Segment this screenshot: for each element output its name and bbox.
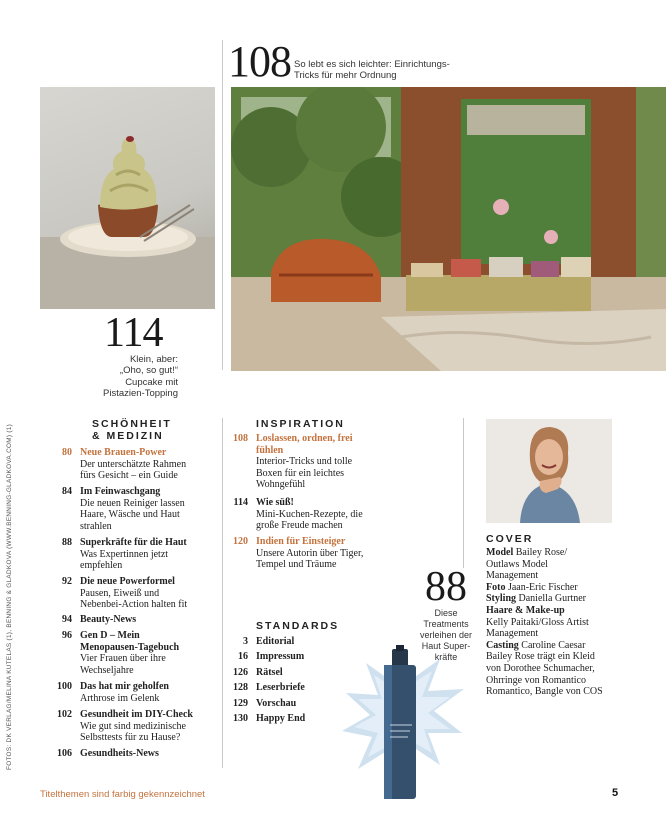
page-number: 5 — [612, 787, 619, 799]
cover-credits: Model Bailey Rose/ Outlaws Model Management Foto Jaan-Eric Fischer Styling Daniella Gurtner Haare & Make-up Kelly Paitaki/Gloss Artist Management Casting Caroline Caesar Bailey Rose trägt ein Kleid von Dorothee Schumacher, Ohrringe von Romantico Romantico, Bangle von COS — [486, 547, 603, 698]
toc-schoenheit: 80 Neue Brauen-Power Der unterschätzte Rahmen fürs Gesicht – ein Guide 84 Im Feinwaschgang Die neuen Reiniger lassen Haare, Wäsche und Haut strahlen 88 Superkräfte für die Haut Was Expertinnen jetzt empfehlen 92 Die neue Powerformel Pausen, Eiweiß und Nebenbei-Action halten fit 94 Beauty-News 96 Gen D – Mein Menopausen-Tagebuch Vier Frauen über ihre Wechseljahre 100 Das hat mir geholfen Arthrose im Gelenk 102 Gesundheit im DIY-Check Wie gut sind medizinische Selbsttests für zu Hause? 106 Gesundheits-News — [57, 447, 193, 759]
footer-note: Titelthemen sind farbig gekennzeichnet — [40, 789, 205, 800]
column-divider — [463, 418, 464, 568]
toc-inspiration: 108 Loslassen, ordnen, frei fühlen Interior-Tricks und tolle Boxen für ein leichtes Wohngefühl 114 Wie süß! Mini-Kuchen-Rezepte, die große Freude machen 120 Indien für Einsteiger Unsere Autorin über Tiger, Tempel und Träume — [233, 433, 364, 571]
feature-number-108: 108 — [228, 37, 291, 86]
column-divider — [222, 40, 223, 370]
feature-description-108: So lebt es sich leichter: Einrichtungs- Tricks für mehr Ordnung — [294, 59, 450, 81]
toc-standards: 3 Editorial 16 Impressum 126 Rätsel 128 Leserbriefe 129 Vorschau 130 Happy End — [233, 636, 306, 724]
photo-credits: FOTOS: DK VERLAG/MELINA KUTELAS (1), BENNING & GLADKOVA (WWW.BENNING-GLADKOVA.COM) (1) — [6, 423, 13, 770]
cupcake-photo — [40, 87, 215, 309]
section-heading-inspiration: INSPIRATION — [256, 418, 345, 430]
feature-description-114: Klein, aber: „Oho, so gut!“ Cupcake mit Pistazien-Topping — [103, 354, 178, 399]
interior-photo — [231, 87, 666, 371]
section-heading-cover: COVER — [486, 533, 534, 545]
feature-description-88: Diese Treatments verleihen der Haut Super- kräfte — [419, 608, 473, 662]
feature-number-88: 88 — [425, 564, 467, 610]
cover-model-photo — [486, 419, 612, 523]
feature-number-114: 114 — [104, 310, 163, 356]
section-heading-standards: STANDARDS — [256, 620, 340, 632]
serum-bottle-image — [340, 645, 468, 800]
section-heading-schoenheit: SCHÖNHEIT & MEDIZIN — [92, 418, 172, 442]
